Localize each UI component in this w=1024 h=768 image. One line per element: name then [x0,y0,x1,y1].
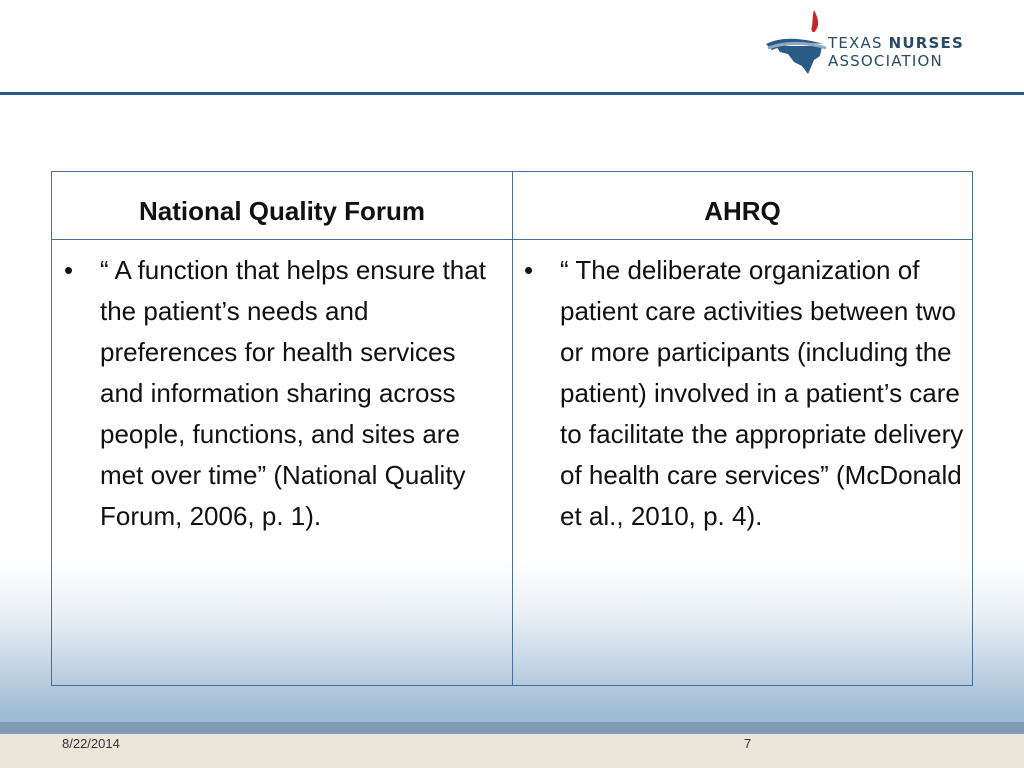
table-cell-nqf-definition [64,250,506,537]
logo-word-texas: TEXAS [828,34,889,52]
bullet-icon: • [524,255,534,285]
table-header-ahrq: AHRQ [704,196,781,226]
logo-word-nurses: NURSES [888,34,965,52]
footer-date: 8/22/2014 [62,736,120,751]
bullet-icon: • [64,255,74,285]
ahrq-definition-text: “ The deliberate organization of patient care activities between two or more participants (including the patient) involved in a patient’s care to facilitate the appropriate delivery of health care services” (McDonald et al., 2010, p. 4). [560,255,964,531]
header-rule [0,92,1024,95]
header-row-divider [52,239,972,240]
footer-bar [0,722,1024,768]
comparison-table [51,171,973,686]
table-header-national-quality-forum: National Quality Forum [138,196,426,226]
logo-wordmark [828,34,964,70]
texas-flame-logo-icon [762,8,832,78]
logo-word-association: ASSOCIATION [828,52,943,70]
nqf-definition-text: “ A function that helps ensure that the patient’s needs and preferences for health services and information sharing across people, functions, and sites are met over time” (National Quality Forum, 2006, p. 1). [100,255,486,531]
slide-number: 7 [744,736,752,751]
column-divider [512,172,513,685]
table-cell-ahrq-definition [524,250,968,537]
texas-nurses-association-logo [762,8,982,80]
